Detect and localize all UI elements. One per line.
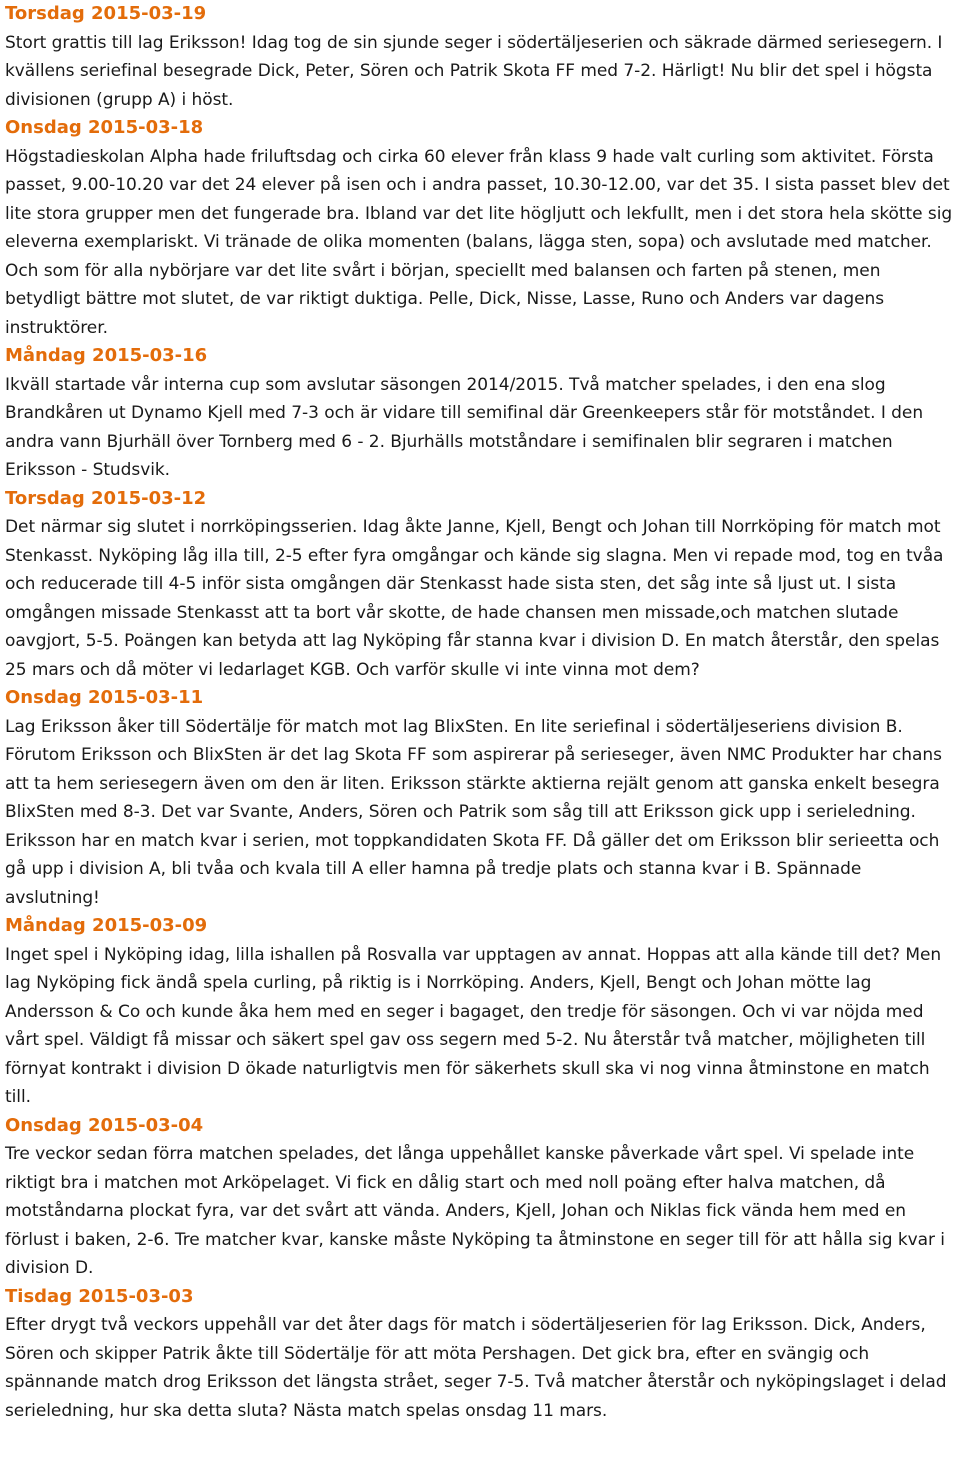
- entry-date: Måndag 2015-03-09: [5, 915, 208, 936]
- news-entry: [5, 485, 958, 685]
- news-entry: [5, 912, 958, 1112]
- entry-text: Ikväll startade vår interna cup som avslutar säsongen 2014/2015. Två matcher spelades, i den ena slog Brandkåren ut Dynamo Kjell med 7-3 och är vidare till semifinal där Greenkeepers står för motståndet. I den andra vann Bjurhäll över Tornberg med 6 - 2. Bjurhälls motståndare i semifinalen blir segraren i matchen Eriksson - Studsvik.: [5, 374, 924, 480]
- entry-date: Torsdag 2015-03-19: [5, 3, 207, 24]
- entry-text: Efter drygt två veckors uppehåll var det åter dags för match i södertäljeserien för lag Eriksson. Dick, Anders, Sören och skipper Patrik åkte till Södertälje för att möta Pershagen. Det gick bra, efter en svängig och spännande match drog Eriksson det längsta strået, seger 7-5. Två matcher återstår och nyköpingslaget i delad serieledning, hur ska detta sluta? Nästa match spelas onsdag 11 mars.: [5, 1315, 947, 1421]
- entry-text: Högstadieskolan Alpha hade friluftsdag och cirka 60 elever från klass 9 hade valt curling som aktivitet. Första passet, 9.00-10.20 var det 24 elever på isen och i andra passet, 10.30-12.00, var det 35. I sista passet blev det lite stora grupper men det fungerade bra. Ibland var det lite högljutt och lekfullt, men i det stora hela skötte sig eleverna exemplariskt. Vi tränade de olika momenten (balans, lägga sten, sopa) och avslutade med matcher. Och som för alla nybörjare var det lite svårt i början, speciellt med balansen och farten på stenen, men betydligt bättre mot slutet, de var riktigt duktiga. Pelle, Dick, Nisse, Lasse, Runo och Anders var dagens instruktörer.: [5, 146, 953, 338]
- entry-date: Onsdag 2015-03-11: [5, 687, 204, 708]
- entry-text: Tre veckor sedan förra matchen spelades, det långa uppehållet kanske påverkade vårt spel. Vi spelade inte riktigt bra i matchen mot Arköpelaget. Vi fick en dålig start och med noll poäng efter halva matchen, då motståndarna plockat fyra, var det svårt att vända. Anders, Kjell, Johan och Niklas fick vända hem med en förlust i baken, 2-6. Tre matcher kvar, kanske måste Nyköping ta åtminstone en seger till för att hålla sig kvar i division D.: [5, 1144, 945, 1278]
- entry-date: Måndag 2015-03-16: [5, 345, 208, 366]
- news-entry: [5, 684, 958, 912]
- news-entry: [5, 114, 958, 342]
- entry-date: Tisdag 2015-03-03: [5, 1285, 194, 1307]
- news-entry: [5, 1283, 958, 1426]
- entry-text: Stort grattis till lag Eriksson! Idag tog de sin sjunde seger i södertäljeserien och säkrade därmed seriesegern. I kvällens seriefinal besegrade Dick, Peter, Sören och Patrik Skota FF med 7-2. Härligt! Nu blir det spel i högsta divisionen (grupp A) i höst.: [5, 32, 943, 110]
- entry-date: Onsdag 2015-03-04: [5, 1114, 204, 1136]
- entry-text: Det närmar sig slutet i norrköpingsserien. Idag åkte Janne, Kjell, Bengt och Johan till Norrköping för match mot Stenkasst. Nyköping låg illa till, 2-5 efter fyra omgångar och kände sig slagna. Men vi repade mod, tog en tvåa och reducerade till 4-5 inför sista omgången där Stenkasst hade sista sten, det såg inte så ljust ut. I sista omgången missade Stenkasst att ta bort vår skotte, de hade chansen men missade,och matchen slutade oavgjort, 5-5. Poängen kan betyda att lag Nyköping får stanna kvar i division D. En match återstår, den spelas 25 mars och då möter vi ledarlaget KGB. Och varför skulle vi inte vinna mot dem?: [5, 517, 944, 680]
- news-page: [5, 0, 958, 1425]
- news-entry: [5, 0, 958, 114]
- entry-date: Torsdag 2015-03-12: [5, 487, 207, 509]
- news-entry: [5, 1112, 958, 1283]
- entry-text: Inget spel i Nyköping idag, lilla ishallen på Rosvalla var upptagen av annat. Hoppas att alla kände till det? Men lag Nyköping fick ändå spela curling, på riktig is i Norrköping. Anders, Kjell, Bengt och Johan mötte lag Andersson & Co och kunde åka hem med en seger i bagaget, den tredje för säsongen. Och vi var nöjda med vårt spel. Väldigt få missar och säkert spel gav oss segern med 5-2. Nu återstår två matcher, möjligheten till förnyat kontrakt i division D ökade naturligtvis men för säkerhets skull ska vi nog vinna åtminstone en match till.: [5, 944, 942, 1107]
- news-entry: [5, 342, 958, 485]
- entry-text: Lag Eriksson åker till Södertälje för match mot lag BlixSten. En lite seriefinal i södertäljeseriens division B. Förutom Eriksson och BlixSten är det lag Skota FF som aspirerar på serieseger, även NMC Produkter har chans att ta hem seriesegern även om den är liten. Eriksson stärkte aktierna rejält genom att ganska enkelt besegra BlixSten med 8-3. Det var Svante, Anders, Sören och Patrik som såg till att Eriksson gick upp i serieledning. Eriksson har en match kvar i serien, mot toppkandidaten Skota FF. Då gäller det om Eriksson blir serieetta och gå upp i division A, bli tvåa och kvala till A eller hamna på tredje plats och stanna kvar i B. Spännade avslutning!: [5, 716, 942, 908]
- entry-date: Onsdag 2015-03-18: [5, 117, 204, 138]
